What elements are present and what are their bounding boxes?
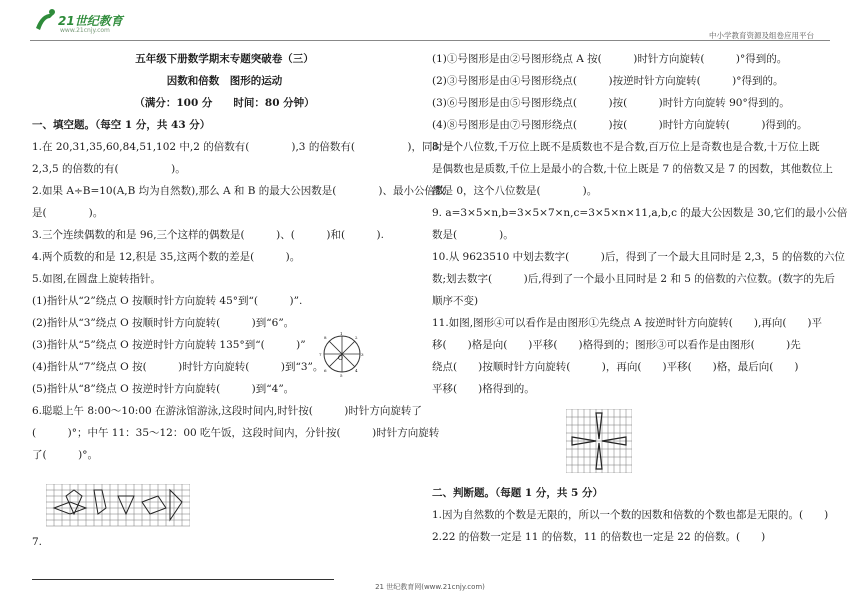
question-line: 是( )。	[32, 207, 104, 219]
question-7-label: 7.	[32, 536, 43, 548]
platform-name: 中小学教育资源及组卷应用平台	[709, 31, 814, 40]
section-fill-blank: 一、填空题。（每空 1 分，共 43 分）	[32, 119, 211, 131]
question-line: (5)指针从“8”绕点 O 按逆时针方向旋转( )到“4”。	[32, 383, 295, 395]
question-line: 1.在 20,31,35,60,84,51,102 中,2 的倍数有( ),3 的倍数有( )，同时是	[32, 141, 454, 153]
question-line: 移( )格是向( )平移( )格得到的；图形③可以看作是由图形( )先	[432, 339, 801, 351]
section-true-false: 二、判断题。（每题 1 分，共 5 分）	[432, 487, 603, 499]
question-line: (2)③号图形是由④号图形绕点( )按逆时针方向旋转( )°得到的。	[432, 75, 784, 87]
question-line: (4)指针从“7”绕点 O 按( )时针方向旋转( )到“3”。	[32, 361, 324, 373]
dial-number: 5	[340, 373, 343, 378]
dial-center-label: O	[338, 355, 343, 362]
question-line: ( )°；中午 11：35～12：00 吃午饭，这段时间内，分针按( )时针方向旋转	[32, 427, 440, 439]
question-line: 4.两个质数的和是 12,积是 35,这两个数的差是( )。	[32, 251, 301, 263]
question-line: 顺序不变)	[432, 295, 479, 307]
dial-number: 8	[324, 335, 327, 340]
question-line: 3.三个连续偶数的和是 96,三个这样的偶数是( )、( )和( ).	[32, 229, 384, 241]
question-line: (3)⑥号图形是由⑤号图形绕点( )按( )时针方向旋转 90°得到的。	[432, 97, 790, 109]
question-line: 10.从 9623510 中划去数字( )后，得到了一个最大且同时是 2,3，5 的倍数的六位	[432, 251, 845, 263]
question-line: (2)指针从“3”绕点 O 按顺时针方向旋转( )到“6”。	[32, 317, 295, 329]
question-line: 2,3,5 的倍数的有( )。	[32, 163, 186, 175]
question-line: 是偶数也是质数,千位上是最小的合数,十位上既是 7 的倍数又是 7 的因数，其他数位上	[432, 163, 833, 175]
dial-number: 7	[319, 352, 322, 357]
question-line: 平移( )格得到的。	[432, 383, 535, 395]
dial-number: 4	[355, 368, 358, 373]
judge-line: 2.22 的倍数一定是 11 的倍数，11 的倍数也一定是 22 的倍数。( )	[432, 531, 766, 543]
footer-text: 21 世纪教育网(www.21cnjy.com)	[375, 583, 485, 591]
question-line: 绕点( )按顺时针方向旋转( )，再向( )平移( )格，最后向( )	[432, 361, 799, 373]
dial-number: 6	[324, 368, 327, 373]
question-line: 5.如图,在圆盘上旋转指针。	[32, 273, 161, 285]
runner-logo-icon	[32, 8, 60, 34]
header-divider	[30, 40, 830, 41]
question-line: (3)指针从“5”绕点 O 按逆时针方向旋转 135°到“( )”	[32, 339, 306, 351]
question-line: (4)⑧号图形是由⑦号图形绕点( )按( )时针方向旋转( )得到的。	[432, 119, 808, 131]
dial-number: 1	[340, 331, 343, 336]
question-line: 6.聪聪上午 8:00～10:00 在游泳馆游泳,这段时间内,时针按( )时针方向旋转了	[32, 405, 422, 417]
footer-rule	[32, 579, 334, 580]
right-lower-block	[432, 482, 828, 548]
question-line: 11.如图,图形④可以看作是由图形①先绕点 A 按逆时针方向旋转( ),再向( )平	[432, 317, 823, 329]
logo-text: 21世纪教育	[58, 14, 123, 28]
grid-rotation-figure-q11	[566, 409, 632, 473]
logo-url: www.21cnjy.com	[60, 27, 110, 34]
grid-rotation-figure-q7	[46, 484, 190, 530]
question-line: 都是 0，这个八位数是( )。	[432, 185, 598, 197]
question-line: (1)①号图形是由②号图形绕点 A 按( )时针方向旋转( )°得到的。	[432, 53, 788, 65]
dial-number: 2	[355, 335, 358, 340]
exam-subtitle: 因数和倍数 图形的运动	[166, 75, 283, 87]
question-line: 数;划去数字( )后,得到了一个最小且同时是 2 和 5 的倍数的六位数。(数字的先后	[432, 273, 835, 285]
dial-number: 3	[361, 352, 364, 357]
question-line: 2.如果 A÷B=10(A,B 均为自然数),那么 A 和 B 的最大公因数是( )、最小公倍数	[32, 185, 446, 197]
judge-line: 1.因为自然数的个数是无限的，所以一个数的因数和倍数的个数也都是无限的。( )	[432, 509, 829, 521]
exam-meta: （满分：100 分 时间：80 分钟）	[134, 97, 315, 109]
question-line: 8.一个八位数,千万位上既不是质数也不是合数,百万位上是奇数也是合数,十万位上既	[432, 141, 820, 153]
left-column	[32, 48, 454, 466]
rotation-dial-figure	[318, 330, 366, 378]
exam-title: 五年级下册数学期末专题突破卷（三）	[135, 53, 314, 65]
question-line: 了( )°。	[32, 449, 98, 461]
right-column	[432, 48, 848, 400]
question-line: (1)指针从“2”绕点 O 按顺时针方向旋转 45°到“( )”.	[32, 295, 303, 307]
question-line: 数是( )。	[432, 229, 514, 241]
question-line: 9. a=3×5×n,b=3×5×7×n,c=3×5×n×11,a,b,c 的最大公因数是 30,它们的最小公倍	[432, 207, 848, 219]
